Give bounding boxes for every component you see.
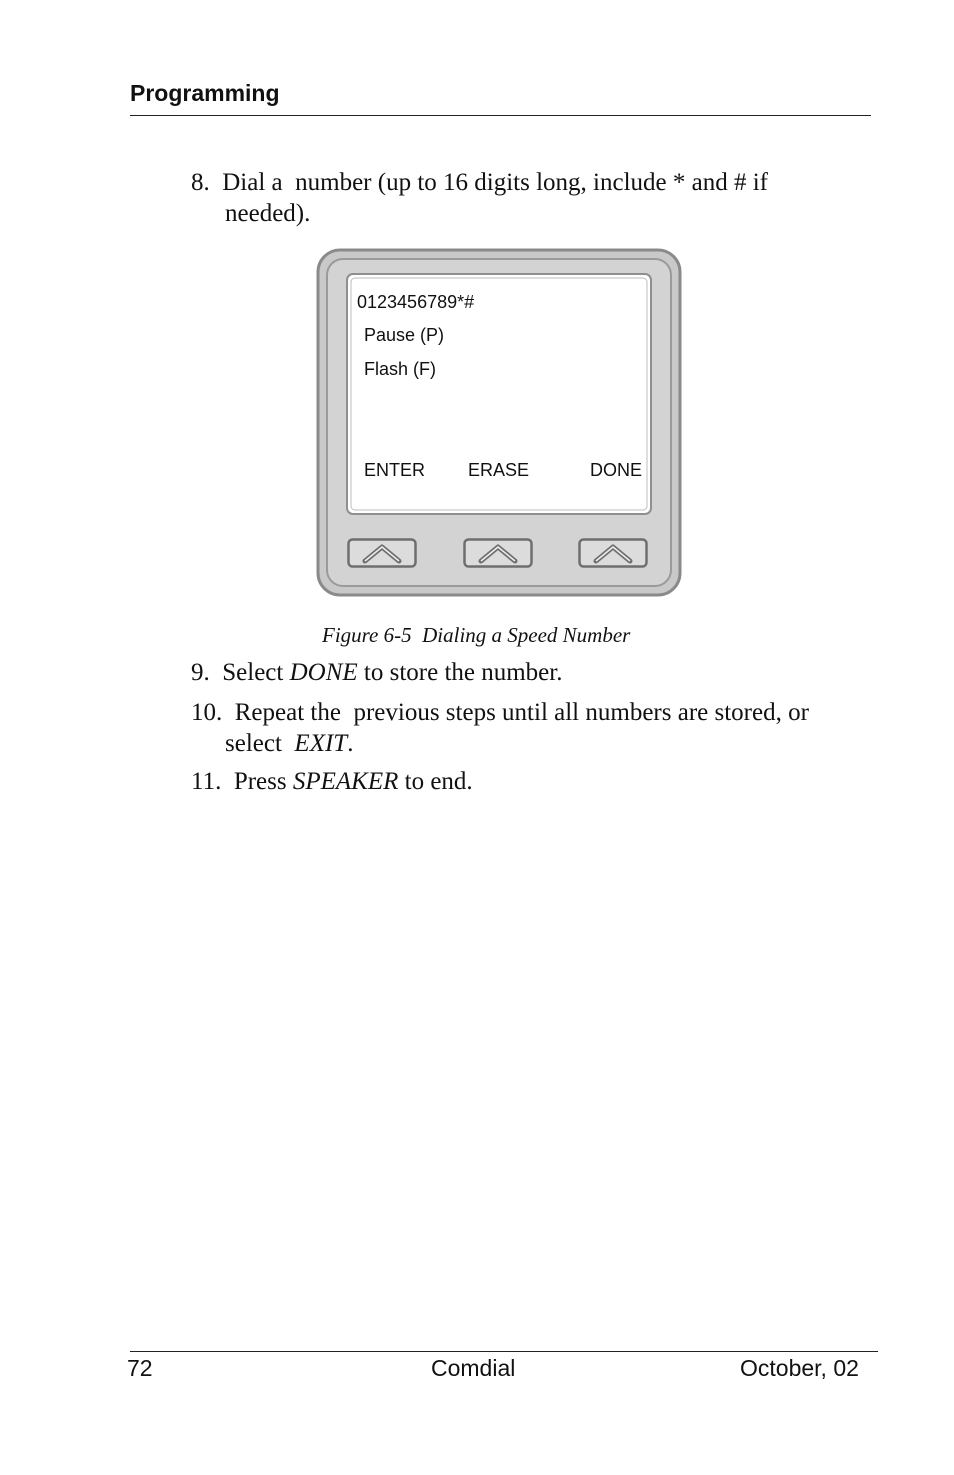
step-10-keyword: EXIT — [294, 730, 348, 757]
step-10-cont-suffix: . — [347, 730, 354, 757]
softkey-button-erase[interactable] — [463, 538, 533, 568]
step-10-continuation — [225, 728, 353, 759]
footer-company-name: Comdial — [431, 1355, 516, 1381]
footer-date: October, 02 — [740, 1355, 859, 1381]
chevron-up-icon — [463, 538, 533, 568]
header-divider — [130, 115, 871, 116]
step-8-text: 8. Dial a number (up to 16 digits long, include * and # if — [191, 169, 768, 196]
display-softkey-label-erase: ERASE — [468, 460, 530, 480]
step-10-cont-prefix: select — [225, 730, 295, 757]
display-softkey-label-done: DONE — [590, 460, 643, 480]
step-11-keyword: SPEAKER — [292, 768, 399, 795]
step-9-text — [191, 657, 562, 688]
phone-display-figure — [316, 248, 682, 597]
footer-divider — [130, 1351, 878, 1352]
display-pause-option: Pause (P) — [364, 325, 445, 345]
chevron-up-icon — [578, 538, 648, 568]
display-dialed-digits: 0123456789*# — [357, 292, 475, 312]
step-11-suffix: to end. — [398, 768, 473, 795]
step-10-text: 10. Repeat the previous steps until all numbers are stored, or — [191, 699, 809, 726]
figure-caption: Figure 6-5 Dialing a Speed Number — [322, 623, 631, 647]
softkey-button-done[interactable] — [578, 538, 648, 568]
step-9-keyword: DONE — [289, 659, 358, 686]
page-header-title: Programming — [130, 80, 280, 106]
footer-page-number: 72 — [127, 1355, 153, 1381]
step-11-text — [191, 766, 473, 797]
softkey-button-enter[interactable] — [347, 538, 417, 568]
step-11-prefix: 11. Press — [191, 768, 293, 795]
display-flash-option: Flash (F) — [364, 359, 436, 379]
step-9-suffix: to store the number. — [357, 659, 563, 686]
step-9-prefix: 9. Select — [191, 659, 290, 686]
display-softkey-label-enter: ENTER — [364, 460, 426, 480]
step-8-continuation: needed). — [225, 200, 311, 227]
chevron-up-icon — [347, 538, 417, 568]
